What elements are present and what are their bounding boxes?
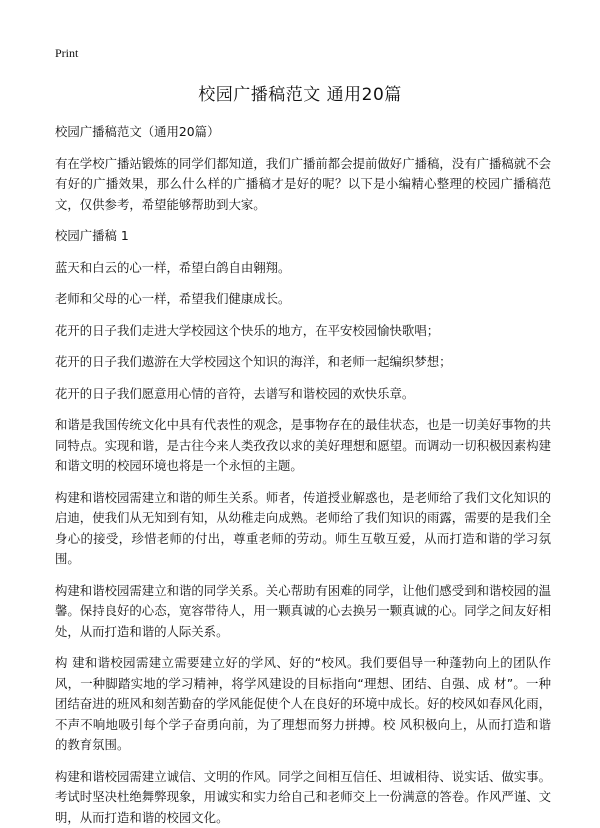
intro-paragraph: 有在学校广播站锻炼的同学们都知道，我们广播前都会提前做好广播稿，没有广播稿就不会有好的广播效果，那么什么样的广播稿才是好的呢？以下是小编精心整理的校园广播稿范文，仅供参考，希望能够帮助到大家。	[55, 155, 551, 212]
print-link[interactable]: Print	[55, 46, 79, 60]
paragraph: 构建和谐校园需建立和谐的同学关系。关心帮助有困难的同学，让他们感受到和谐校园的温馨。保持良好的心态，宽容带待人，用一颗真诚的心去换另一颗真诚的心。同学之间友好相处，从而打造和谐的人际关系。	[55, 582, 551, 639]
document-title: 校园广播稿范文 通用20篇	[198, 85, 402, 105]
paragraph: 老师和父母的心一样，希望我们健康成长。	[55, 291, 291, 306]
section-heading: 校园广播稿 1	[55, 228, 129, 243]
paragraph: 构 建和谐校园需建立需要建立好的学风、好的“校风。我们要倡导一种蓬勃向上的团队作风，一种脚踏实地的学习精神，将学风建设的目标指向“理想、团结、自强、成 材”。一种团结奋进的班风和刻苦勤奋的学风能促使个人在良好的环境中成长。好的校风如春风化雨，不声不响地吸引每个学子奋勇向前，为了理想而努力拼搏。校 风积极向上，从而打造和谐的教育氛围。	[55, 655, 551, 752]
paragraph: 和谐是我国传统文化中具有代表性的观念，是事物存在的最佳状态，也是一切美好事物的共同特点。实现和谐，是古往今来人类孜孜以求的美好理想和愿望。而调动一切积极因素构建和谐文明的校园环境也将是一个永恒的主题。	[55, 417, 551, 473]
document-subtitle: 校园广播稿范文（通用20篇）	[55, 124, 220, 139]
paragraph: 花开的日子我们遨游在大学校园这个知识的海洋，和老师一起编织梦想；	[55, 354, 452, 369]
paragraph: 花开的日子我们走进大学校园这个快乐的地方，在平安校园愉快歌唱；	[55, 322, 440, 338]
paragraph: 构建和谐校园需建立和谐的师生关系。师者，传道授业解惑也，是老师给了我们文化知识的启迪，使我们从无知到有知，从幼稚走向成熟。老师给了我们知识的雨露，需要的是我们全身心的接受，珍惜老师的付出，尊重老师的劳动。师生互敬互爱，从而打造和谐的学习氛围。	[55, 489, 551, 566]
document-body	[55, 122, 551, 828]
paragraph: 蓝天和白云的心一样，希望白鸽自由翱翔。	[55, 259, 291, 275]
paragraph: 花开的日子我们愿意用心情的音符，去谱写和谐校园的欢快乐章。	[55, 385, 415, 401]
paragraph: 构建和谐校园需建立诚信、文明的作风。同学之间相互信任、坦诚相待、说实话、做实事。考试时坚决杜绝舞弊现象，用诚实和实力给自己和老师交上一份满意的答卷。作风严谨、文明，从而打造和谐的校园文化。	[55, 768, 551, 825]
